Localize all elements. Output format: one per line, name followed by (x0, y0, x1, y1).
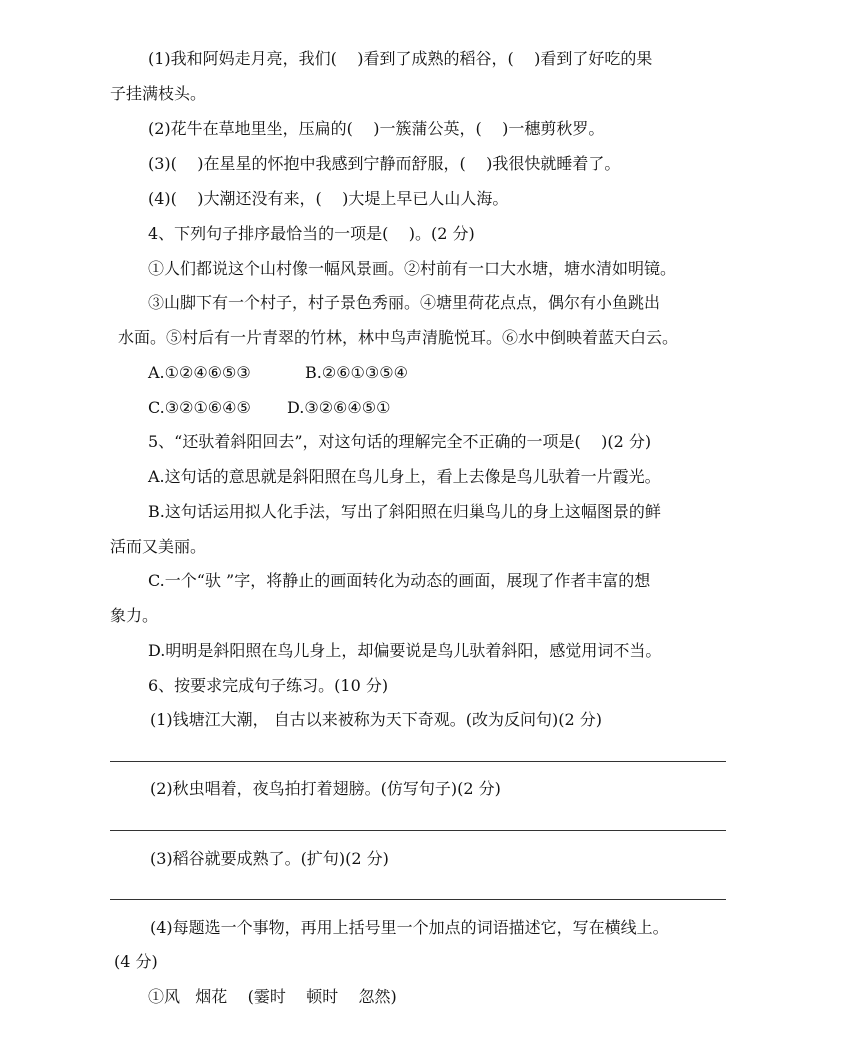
q5-option-a: A.这句话的意思就是斜阳照在鸟儿身上，看上去像是鸟儿驮着一片霞光。 (148, 467, 661, 486)
q3-item3: (3)( )在星星的怀抱中我感到宁静而舒服，( )我很快就睡着了。 (148, 154, 621, 173)
q6-item4-line2: (4 分) (114, 952, 158, 971)
q5-stem: 5、“还驮着斜阳回去”，对这句话的理解完全不正确的一项是( )(2 分) (148, 432, 652, 451)
q4-passage-line2: ③山脚下有一个村子，村子景色秀丽。④塘里荷花点点，偶尔有小鱼跳出 (148, 293, 661, 312)
q3-item2: (2)花牛在草地里坐，压扁的( )一簇蒲公英，( )一穗剪秋罗。 (148, 119, 605, 138)
q6-item2: (2)秋虫唱着，夜鸟拍打着翅膀。(仿写句子)(2 分) (150, 779, 501, 798)
q6-item3: (3)稻谷就要成熟了。(扩句)(2 分) (150, 849, 389, 868)
q6-item1: (1)钱塘江大潮， 自古以来被称为天下奇观。(改为反问句)(2 分) (150, 710, 602, 729)
q4-passage-line1: ①人们都说这个山村像一幅风景画。②村前有一口大水塘，塘水清如明镜。 (148, 259, 677, 278)
q3-item4: (4)( )大潮还没有来，( )大堤上早已人山人海。 (148, 189, 509, 208)
q6-item4-sub1: ①风 烟花 (霎时 顿时 忽然) (148, 987, 397, 1006)
answer-line-1[interactable] (110, 761, 726, 762)
q4-passage-line3: 水面。⑤村后有一片青翠的竹林，林中鸟声清脆悦耳。⑥水中倒映着蓝天白云。 (118, 328, 679, 347)
q4-option-d: D.③②⑥④⑤① (287, 398, 391, 417)
answer-line-3[interactable] (110, 899, 726, 900)
q5-option-c-line1: C.一个“驮 ”字，将静止的画面转化为动态的画面，展现了作者丰富的想 (148, 571, 651, 590)
q4-stem: 4、下列句子排序最恰当的一项是( )。(2 分) (148, 224, 475, 243)
q5-option-d: D.明明是斜阳照在鸟儿身上，却偏要说是鸟儿驮着斜阳，感觉用词不当。 (148, 641, 662, 660)
q5-option-b-line1: B.这句话运用拟人化手法，写出了斜阳照在归巢鸟儿的身上这幅图景的鲜 (148, 502, 661, 521)
q3-item1-line1: (1)我和阿妈走月亮，我们( )看到了成熟的稻谷，( )看到了好吃的果 (148, 49, 653, 68)
q4-option-a: A.①②④⑥⑤③ (148, 363, 251, 382)
q5-option-b-line2: 活而又美丽。 (110, 537, 207, 556)
q4-option-c: C.③②①⑥④⑤ (148, 398, 251, 417)
q3-item1-line2: 子挂满枝头。 (110, 84, 207, 103)
q6-item4-line1: (4)每题选一个事物，再用上括号里一个加点的词语描述它，写在横线上。 (150, 918, 669, 937)
q4-option-b: B.②⑥①③⑤④ (305, 363, 408, 382)
q5-option-c-line2: 象力。 (110, 606, 159, 625)
q6-stem: 6、按要求完成句子练习。(10 分) (148, 676, 389, 695)
answer-line-2[interactable] (110, 830, 726, 831)
